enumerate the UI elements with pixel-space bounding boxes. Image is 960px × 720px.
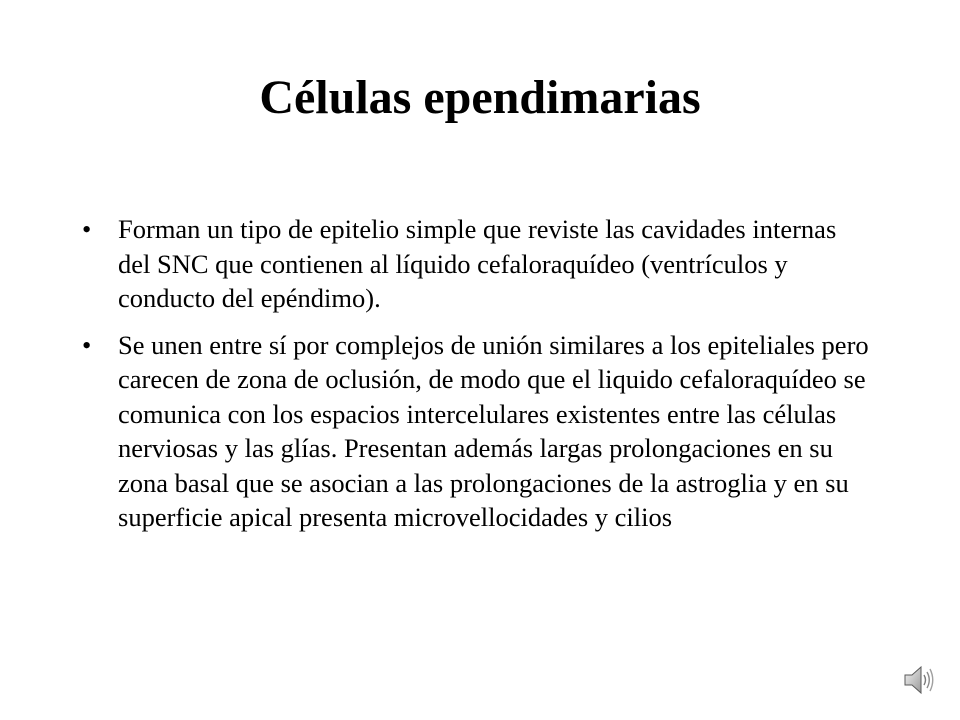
slide-title: Células ependimarias [259, 71, 701, 124]
bullet-list [82, 212, 872, 547]
bullet-item [82, 212, 872, 316]
bullet-text: Forman un tipo de epitelio simple que reviste las cavidades internas del SNC que contienen al líquido cefaloraquídeo (ventrículos y conducto del epéndimo). [118, 214, 837, 313]
bullet-marker: • [82, 329, 92, 360]
speaker-icon[interactable] [902, 664, 936, 696]
bullet-text: Se unen entre sí por complejos de unión similares a los epiteliales pero carecen de zona de oclusión, de modo que el liquido cefaloraquídeo se comunica con los espacios intercelulares existentes entre las células nerviosas y las glías. Presentan además largas prolongaciones en su zona basal que se asocian a las prolongaciones de la astroglia y en su superficie apical presenta microvellocidades y cilios [118, 329, 869, 532]
bullet-marker: • [82, 214, 92, 244]
bullet-item [82, 328, 872, 535]
